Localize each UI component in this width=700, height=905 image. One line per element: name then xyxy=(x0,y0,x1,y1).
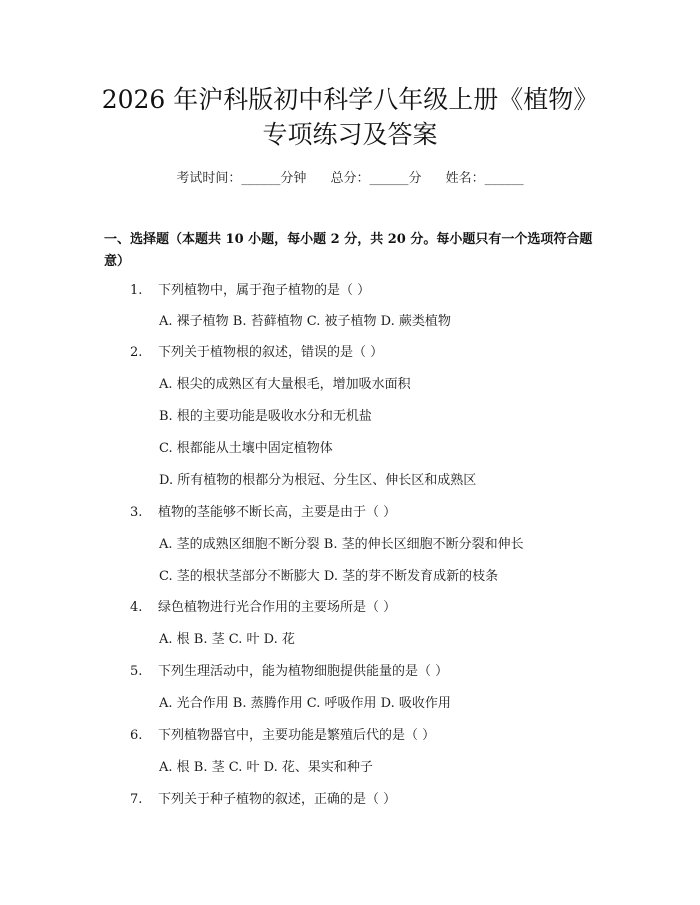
question-2-option-d: D. 所有植物的根都分为根冠、分生区、伸长区和成熟区 xyxy=(159,473,477,488)
section-heading-choice: 一、选择题（本题共 10 小题，每小题 2 分，共 20 分。每小题只有一个选项符合题意） xyxy=(104,232,593,269)
question-number: 4. xyxy=(130,600,143,615)
question-stem: 下列植物器官中，主要功能是繁殖后代的是（ ） xyxy=(158,728,436,743)
question-2-option-b: B. 根的主要功能是吸收水分和无机盐 xyxy=(159,409,372,424)
question-3-options-cd: C. 茎的根状茎部分不断膨大 D. 茎的芽不断发育成新的枝条 xyxy=(159,569,499,584)
question-2 xyxy=(130,344,383,362)
question-stem: 下列关于植物根的叙述，错误的是（ ） xyxy=(158,345,384,360)
question-5 xyxy=(130,663,448,681)
question-number: 7. xyxy=(130,792,143,807)
question-4 xyxy=(130,599,396,617)
page-title-line1: 2026 年沪科版初中科学八年级上册《植物》 xyxy=(101,85,599,114)
question-stem: 植物的茎能够不断长高，主要是由于（ ） xyxy=(158,505,397,520)
question-stem: 下列植物中，属于孢子植物的是（ ） xyxy=(158,283,371,298)
question-number: 2. xyxy=(130,345,143,360)
question-1 xyxy=(130,282,370,300)
exam-time-label: 考试时间： xyxy=(176,171,242,186)
question-7 xyxy=(130,791,396,809)
total-score-unit: 分 xyxy=(408,171,422,186)
exam-info-line xyxy=(0,170,700,188)
question-3 xyxy=(130,504,396,522)
total-score-label: 总分： xyxy=(330,171,370,186)
exam-time-unit: 分钟 xyxy=(280,171,307,186)
question-stem: 下列关于种子植物的叙述，正确的是（ ） xyxy=(158,792,397,807)
question-1-options: A. 裸子植物 B. 苔藓植物 C. 被子植物 D. 蕨类植物 xyxy=(159,314,451,329)
question-number: 5. xyxy=(130,664,143,679)
page-title-line2: 专项练习及答案 xyxy=(262,120,438,149)
question-6 xyxy=(130,727,435,745)
question-stem: 绿色植物进行光合作用的主要场所是（ ） xyxy=(158,600,397,615)
question-stem: 下列生理活动中，能为植物细胞提供能量的是（ ） xyxy=(158,664,449,679)
question-5-options: A. 光合作用 B. 蒸腾作用 C. 呼吸作用 D. 吸收作用 xyxy=(159,696,451,711)
question-3-options-ab: A. 茎的成熟区细胞不断分裂 B. 茎的伸长区细胞不断分裂和伸长 xyxy=(159,537,524,552)
question-4-options: A. 根 B. 茎 C. 叶 D. 花 xyxy=(159,632,295,647)
student-name-blank: ______ xyxy=(484,171,524,186)
exam-time-blank: ______ xyxy=(241,171,281,186)
total-score-blank: ______ xyxy=(369,171,409,186)
total-score-field xyxy=(330,171,425,186)
exam-time-field xyxy=(176,171,310,186)
question-number: 3. xyxy=(130,505,143,520)
student-name-field xyxy=(446,171,524,186)
question-6-options: A. 根 B. 茎 C. 叶 D. 花、果实和种子 xyxy=(159,760,373,775)
student-name-label: 姓名： xyxy=(445,171,485,186)
question-2-option-c: C. 根都能从土壤中固定植物体 xyxy=(159,441,333,456)
question-2-option-a: A. 根尖的成熟区有大量根毛，增加吸水面积 xyxy=(159,377,411,392)
question-number: 1. xyxy=(130,283,143,298)
question-number: 6. xyxy=(130,728,143,743)
